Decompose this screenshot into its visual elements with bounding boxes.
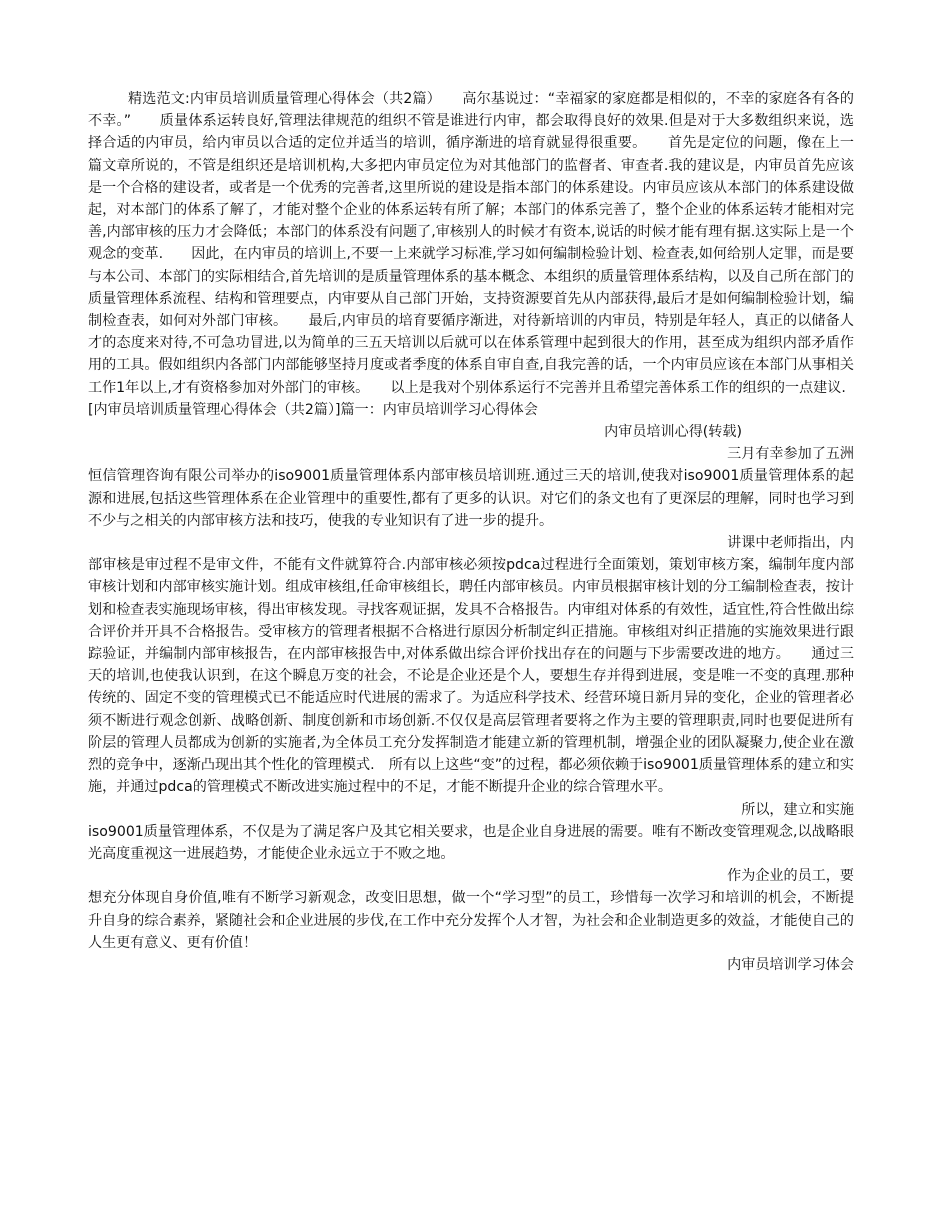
paragraph-1-body: 恒信管理咨询有限公司举办的iso9001质量管理体系内部审核员培训班.通过三天的培训,使我对iso9001质量管理体系的起源和进展,包括这些管理体系在企业管理中的重要性,都有了更多的认识。对它们的条文也有了更深层的理解，同时也学习到不少与之相关的内部审核方法和技巧，使我的专业知识有了进一步的提升。	[88, 468, 854, 529]
paragraph-2-lead: 讲课中老师指出，内	[727, 535, 854, 552]
document-page	[88, 88, 854, 976]
part1-body: 精选范文:内审员培训质量管理心得体会（共2篇） 高尔基说过：“幸福家的家庭都是相似的，不幸的家庭各有各的不幸。” 质量体系运转良好,管理法律规范的组织不管是谁进行内审，都会取得良好的效果.但是对于大多数组织来说，选择合适的内审员，给内审员以合适的定位并适当的培训，循序渐进的培育就显得很重要。 首先是定位的问题，像在上一篇文章所说的，不管是组织还是培训机构,大多把内审员定位为对其他部门的监督者、审查者.我的建议是，内审员首先应该是一个合格的建设者，或者是一个优秀的完善者,这里所说的建设是指本部门的体系建设。内审员应该从本部门的体系建设做起，对本部门的体系了解了，才能对整个企业的体系运转有所了解；本部门的体系完善了，整个企业的体系运转才能相对完善,内部审核的压力才会降低；本部门的体系没有问题了,审核别人的时候才有资本,说话的时候才能有理有据.这实际上是一个观念的变革. 因此，在内审员的培训上,不要一上来就学习标准,学习如何编制检验计划、检查表,如何给别人定罪，而是要与本公司、本部门的实际相结合,首先培训的是质量管理体系的基本概念、本组织的质量管理体系结构，以及自己所在部门的质量管理体系流程、结构和管理要点，内审要从自己部门开始，支持资源要首先从内部获得,最后才是如何编制检验计划，编制检查表，如何对外部门审核。 最后,内审员的培育要循序渐进，对待新培训的内审员，特别是年轻人，真正的以储备人才的态度来对待,不可急功冒进,以为简单的三五天培训以后就可以在体系管理中起到很大的作用，甚至成为组织内部矛盾作用的工具。假如组织内各部门内部能够坚持月度或者季度的体系自审自查,自我完善的话，一个内审员应该在本部门从事相关工作1年以上,才有资格参加对外部门的审核。 以上是我对个别体系运行不完善并且希望完善体系工作的组织的一点建议.	[88, 91, 854, 396]
paragraph-3-body: iso9001质量管理体系，不仅是为了满足客户及其它相关要求，也是企业自身进展的需要。唯有不断改变管理观念,以战略眼光高度重视这一进展趋势，才能使企业永远立于不败之地。	[88, 823, 854, 862]
paragraph-4-lead: 作为企业的员工，要	[727, 868, 854, 885]
paragraph-3-lead: 所以，建立和实施	[741, 801, 854, 818]
part2-heading-line: [内审员培训质量管理心得体会（共2篇）]篇一：内审员培训学习心得体会	[88, 401, 538, 418]
part2-subtitle: 内审员培训心得(转载)	[604, 424, 742, 441]
paragraph-2-body: 部审核是审过程不是审文件，不能有文件就算符合.内部审核必须按pdca过程进行全面策划，策划审核方案，编制年度内部审核计划和内部审核实施计划。组成审核组,任命审核组长，聘任内部审核员。内审员根据审核计划的分工编制检查表，按计划和检查表实施现场审核，得出审核发现。寻找客观证据，发具不合格报告。内审组对体系的有效性，适宜性,符合性做出综合评价并开具不合格报告。受审核方的管理者根据不合格进行原因分析制定纠正措施。审核组对纠正措施的实施效果进行跟踪验证，并编制内部审核报告，在内部审核报告中,对体系做出综合评价找出存在的问题与下步需要改进的地方。 通过三天的培训,也使我认识到，在这个瞬息万变的社会，不论是企业还是个人，要想生存并得到进展，变是唯一不变的真理.那种传统的、固定不变的管理模式已不能适应时代进展的需求了。为适应科学技术、经营环境日新月异的变化，企业的管理者必须不断进行观念创新、战略创新、制度创新和市场创新.不仅仅是高层管理者要将之作为主要的管理职责,同时也要促进所有阶层的管理人员都成为创新的实施者,为全体员工充分发挥制造才能建立新的管理机制，增强企业的团队凝聚力,使企业在激烈的竞争中，逐渐凸现出其个性化的管理模式. 所有以上这些“变”的过程，都必须依赖于iso9001质量管理体系的建立和实施，并通过pdca的管理模式不断改进实施过程中的不足，才能不断提升企业的综合管理水平。	[88, 557, 854, 796]
paragraph-1-lead: 三月有幸参加了五洲	[727, 446, 854, 463]
signature: 内审员培训学习体会	[727, 956, 854, 973]
paragraph-4-body: 想充分体现自身价值,唯有不断学习新观念，改变旧思想，做一个“学习型”的员工，珍惜每一次学习和培训的机会，不断提升自身的综合素养，紧随社会和企业进展的步伐,在工作中充分发挥个人才智，为社会和企业制造更多的效益，才能使自己的人生更有意义、更有价值！	[88, 890, 854, 951]
